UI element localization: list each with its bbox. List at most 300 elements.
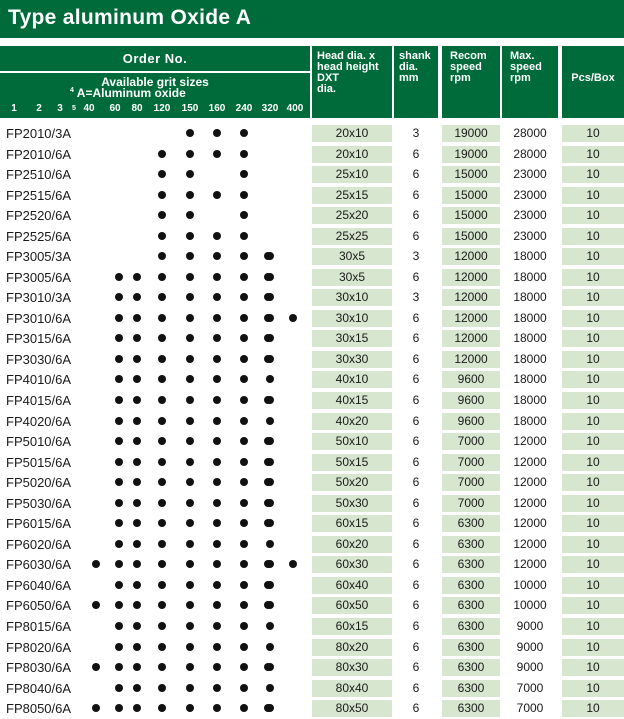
table-row: [0, 575, 624, 596]
grit-availability-dot: [186, 232, 194, 240]
grit-availability-dot: [240, 499, 248, 507]
grit-availability-dot: [115, 684, 123, 692]
grit-availability-dot: [186, 437, 194, 445]
order-code: FP4020/6A: [6, 413, 72, 429]
grit-availability-dot: [158, 458, 166, 466]
grit-availability-dot: [186, 170, 194, 178]
grit-availability-dot: [133, 560, 141, 568]
grit-number-400: 400: [286, 103, 304, 114]
order-code: FP4015/6A: [6, 393, 72, 409]
grit-availability-dot: [213, 437, 221, 445]
table-row: [0, 123, 624, 144]
grit-sizes-header: [0, 73, 310, 100]
grit-availability-dot: [158, 601, 166, 609]
grit-number-80: 80: [131, 103, 143, 114]
recom-speed-cell: 12000: [442, 351, 500, 368]
table-row: [0, 164, 624, 185]
shank-dia-cell: 6: [412, 639, 420, 654]
grit-availability-dot: [240, 663, 248, 671]
grit-availability-dot: [133, 540, 141, 548]
pcs-box-cell: 10: [562, 618, 624, 635]
order-code: FP2520/6A: [6, 208, 72, 224]
max-speed-cell: 7000: [516, 680, 544, 695]
grit-availability-dot: [158, 684, 166, 692]
grit-availability-dot: [240, 396, 248, 404]
shank-dia-cell: 6: [412, 577, 420, 592]
grit-availability-dot: [133, 704, 141, 712]
grit-availability-dot: [213, 560, 221, 568]
pcs-box-cell: 10: [562, 577, 624, 594]
grit-availability-dot: [213, 150, 221, 158]
grit-availability-dot: [264, 355, 272, 363]
max-speed-cell: 18000: [513, 290, 547, 305]
grit-number-1: 1: [11, 103, 17, 114]
grit-availability-dot: [133, 437, 141, 445]
order-code: FP5010/6A: [6, 434, 72, 450]
title-bar: [0, 0, 624, 38]
grit-availability-dot: [213, 396, 221, 404]
grit-availability-dot: [158, 417, 166, 425]
table-row: [0, 185, 624, 206]
grit-availability-dot: [213, 252, 221, 260]
pcs-box-cell: 10: [562, 454, 624, 471]
head-dia-cell: 60x40: [312, 577, 392, 594]
max-speed-cell: 9000: [516, 639, 544, 654]
head-dia-cell: 50x30: [312, 495, 392, 512]
grit-availability-dot: [115, 519, 123, 527]
grit-availability-dot: [92, 663, 100, 671]
recom-speed-cell: 6300: [442, 577, 500, 594]
max-speed-cell: 12000: [513, 495, 547, 510]
head-dia-cell: 60x20: [312, 536, 392, 553]
order-code: FP8020/6A: [6, 639, 72, 655]
recom-speed-cell: 7000: [442, 433, 500, 450]
grit-availability-dot: [158, 314, 166, 322]
grit-availability-dot: [264, 601, 272, 609]
grit-availability-dot: [264, 499, 272, 507]
max-speed-cell: 18000: [513, 269, 547, 284]
grit-availability-dot: [92, 560, 100, 568]
shank-dia-cell: 6: [412, 187, 420, 202]
max-speed-cell: 18000: [513, 310, 547, 325]
table-row: [0, 637, 624, 658]
grit-availability-dot: [213, 293, 221, 301]
grit-availability-dot: [213, 643, 221, 651]
grit-availability-dot: [266, 622, 274, 630]
order-code: FP3010/3A: [6, 290, 72, 306]
header-line: speed: [450, 61, 482, 73]
order-code: FP6015/6A: [6, 516, 72, 532]
table-row: [0, 678, 624, 699]
shank-dia-cell: 6: [412, 557, 420, 572]
head-dia-cell: 30x5: [312, 269, 392, 286]
grit-availability-dot: [213, 417, 221, 425]
header-line: head height: [317, 61, 379, 73]
grit-availability-dot: [133, 643, 141, 651]
grit-availability-dot: [115, 375, 123, 383]
grit-availability-dot: [213, 232, 221, 240]
recom-speed-cell: 19000: [442, 146, 500, 163]
max-speed-cell: 12000: [513, 557, 547, 572]
grit-availability-dot: [133, 519, 141, 527]
pcs-box-cell: 10: [562, 207, 624, 224]
grit-availability-dot: [240, 273, 248, 281]
grit-availability-dot: [133, 622, 141, 630]
head-dia-cell: 20x10: [312, 125, 392, 142]
shank-dia-cell: 6: [412, 660, 420, 675]
grit-availability-dot: [264, 519, 272, 527]
table-row: [0, 349, 624, 370]
grit-availability-dot: [213, 273, 221, 281]
order-code: FP8050/6A: [6, 701, 72, 717]
grit-availability-dot: [158, 622, 166, 630]
grit-availability-dot: [115, 273, 123, 281]
order-code: FP5015/6A: [6, 454, 72, 470]
grit-availability-dot: [240, 417, 248, 425]
grit-availability-dot: [240, 252, 248, 260]
recom-speed-cell: 15000: [442, 187, 500, 204]
grit-availability-dot: [158, 560, 166, 568]
grit-availability-dot: [213, 129, 221, 137]
page-title: Type aluminum Oxide A: [8, 6, 252, 29]
grit-availability-dot: [240, 375, 248, 383]
grit-availability-dot: [115, 581, 123, 589]
table-row: [0, 308, 624, 329]
grit-availability-dot: [213, 684, 221, 692]
grit-availability-dot: [158, 581, 166, 589]
grit-availability-dot: [115, 601, 123, 609]
grit-number-320: 320: [261, 103, 279, 114]
grit-availability-dot: [158, 499, 166, 507]
order-code: FP2010/6A: [6, 146, 72, 162]
table-row: [0, 657, 624, 678]
recom-speed-cell: 7000: [442, 495, 500, 512]
grit-availability-dot: [133, 293, 141, 301]
table-row: [0, 698, 624, 719]
grit-availability-dot: [133, 601, 141, 609]
header-line: mm: [399, 72, 419, 84]
pcs-box-cell: 10: [562, 228, 624, 245]
grit-availability-dot: [264, 293, 272, 301]
grit-availability-dot: [264, 396, 272, 404]
order-code: FP6050/6A: [6, 598, 72, 614]
max-speed-cell: 10000: [513, 598, 547, 613]
max-speed-cell: 18000: [513, 413, 547, 428]
head-dia-cell: 25x10: [312, 166, 392, 183]
grit-availability-dot: [186, 601, 194, 609]
max-speed-cell: 12000: [513, 475, 547, 490]
grit-availability-dot: [158, 375, 166, 383]
grit-availability-dot: [213, 519, 221, 527]
grit-availability-dot: [266, 684, 274, 692]
max-speed-cell: 18000: [513, 249, 547, 264]
grit-availability-dot: [240, 437, 248, 445]
pcs-box-cell: 10: [562, 433, 624, 450]
grit-availability-dot: [133, 396, 141, 404]
head-dia-cell: 80x20: [312, 639, 392, 656]
grit-availability-dot: [158, 191, 166, 199]
order-code: FP5030/6A: [6, 495, 72, 511]
grit-availability-dot: [115, 704, 123, 712]
shank-dia-cell: 6: [412, 536, 420, 551]
pcs-box-cell: 10: [562, 495, 624, 512]
order-code: FP2510/6A: [6, 167, 72, 183]
order-code: FP2525/6A: [6, 228, 72, 244]
grit-availability-dot: [240, 519, 248, 527]
head-dia-cell: 30x5: [312, 248, 392, 265]
grit-availability-dot: [213, 355, 221, 363]
recom-speed-cell: 7000: [442, 454, 500, 471]
header-line: Recom: [450, 50, 487, 62]
head-dia-cell: 30x15: [312, 330, 392, 347]
max-speed-cell: 9000: [516, 660, 544, 675]
max-speed-cell: 23000: [513, 187, 547, 202]
order-code: FP6020/6A: [6, 536, 72, 552]
grit-availability-dot: [158, 150, 166, 158]
grit-availability-dot: [264, 252, 272, 260]
grit-availability-dot: [115, 417, 123, 425]
grit-availability-dot: [133, 334, 141, 342]
header-line: dia.: [399, 61, 418, 73]
grit-availability-dot: [186, 519, 194, 527]
grit-availability-dot: [264, 663, 272, 671]
grit-number-40: 40: [83, 103, 95, 114]
title-divider: [0, 38, 624, 46]
shank-dia-cell: 6: [412, 598, 420, 613]
recom-speed-cell: 12000: [442, 310, 500, 327]
grit-availability-dot: [213, 499, 221, 507]
max-speed-cell: 12000: [513, 516, 547, 531]
grit-availability-dot: [115, 560, 123, 568]
grit-availability-dot: [186, 704, 194, 712]
grit-number-60: 60: [109, 103, 121, 114]
head-dia-cell: 20x10: [312, 146, 392, 163]
header-line: dia.: [317, 83, 336, 95]
grit-availability-dot: [186, 560, 194, 568]
grit-availability-dot: [213, 622, 221, 630]
grit-availability-dot: [115, 293, 123, 301]
grit-availability-dot: [133, 314, 141, 322]
head-dia-cell: 25x15: [312, 187, 392, 204]
grit-availability-dot: [240, 643, 248, 651]
head-dia-cell: 60x15: [312, 515, 392, 532]
max-speed-header: [502, 46, 558, 118]
grit-availability-dot: [115, 478, 123, 486]
shank-dia-cell: 6: [412, 680, 420, 695]
shank-dia-cell: 6: [412, 454, 420, 469]
grit-availability-dot: [158, 334, 166, 342]
order-code: FP2515/6A: [6, 187, 72, 203]
shank-dia-cell: 6: [412, 475, 420, 490]
grit-availability-dot: [240, 478, 248, 486]
head-dia-cell: 60x50: [312, 597, 392, 614]
recom-speed-cell: 9600: [442, 392, 500, 409]
head-dia-cell: 50x15: [312, 454, 392, 471]
grit-availability-dot: [240, 170, 248, 178]
grit-availability-dot: [266, 375, 274, 383]
grit-availability-dot: [186, 417, 194, 425]
grit-availability-dot: [240, 622, 248, 630]
grit-availability-dot: [115, 622, 123, 630]
pcs-box-cell: 10: [562, 515, 624, 532]
recom-speed-cell: 15000: [442, 207, 500, 224]
grit-availability-dot: [115, 643, 123, 651]
order-code: FP6040/6A: [6, 577, 72, 593]
recom-speed-cell: 6300: [442, 639, 500, 656]
grit-availability-dot: [240, 540, 248, 548]
recom-speed-cell: 9600: [442, 413, 500, 430]
grit-availability-dot: [158, 293, 166, 301]
grit-availability-dot: [133, 499, 141, 507]
grit-availability-dot: [266, 417, 274, 425]
header-line: shank: [399, 50, 431, 62]
shank-dia-cell: 6: [412, 167, 420, 182]
header-line: rpm: [510, 72, 531, 84]
grit-availability-dot: [213, 663, 221, 671]
grit-availability-dot: [186, 375, 194, 383]
grit-availability-dot: [264, 314, 272, 322]
recom-speed-cell: 12000: [442, 330, 500, 347]
table-row: [0, 616, 624, 637]
grit-availability-dot: [213, 458, 221, 466]
recom-speed-header: [442, 46, 500, 118]
grit-availability-dot: [264, 273, 272, 281]
order-code: FP5020/6A: [6, 475, 72, 491]
grit-availability-dot: [92, 704, 100, 712]
header-line: DXT: [317, 72, 339, 84]
head-dia-cell: 30x10: [312, 310, 392, 327]
table-row: [0, 554, 624, 575]
recom-speed-cell: 6300: [442, 515, 500, 532]
pcs-box-header: Pcs/Box: [562, 46, 624, 118]
grit-availability-dot: [186, 252, 194, 260]
grit-availability-dot: [133, 273, 141, 281]
pcs-box-cell: 10: [562, 371, 624, 388]
pcs-box-cell: 10: [562, 310, 624, 327]
grit-header-prefix: 4: [70, 87, 74, 94]
table-row: [0, 369, 624, 390]
shank-dia-cell: 3: [412, 249, 420, 264]
grit-availability-dot: [158, 211, 166, 219]
pcs-box-cell: 10: [562, 166, 624, 183]
shank-dia-cell: 6: [412, 228, 420, 243]
grit-availability-dot: [158, 252, 166, 260]
grit-availability-dot: [213, 375, 221, 383]
shank-dia-cell: 6: [412, 351, 420, 366]
grit-availability-dot: [158, 396, 166, 404]
recom-speed-cell: 6300: [442, 618, 500, 635]
grit-availability-dot: [186, 540, 194, 548]
pcs-box-cell: 10: [562, 536, 624, 553]
shank-dia-cell: 6: [412, 331, 420, 346]
grit-availability-dot: [133, 684, 141, 692]
grit-availability-dot: [158, 663, 166, 671]
grit-number-150: 150: [181, 103, 199, 114]
grit-availability-dot: [264, 478, 272, 486]
recom-speed-cell: 6300: [442, 536, 500, 553]
shank-dia-cell: 3: [412, 126, 420, 140]
head-dia-cell: 30x30: [312, 351, 392, 368]
grit-availability-dot: [264, 334, 272, 342]
grit-availability-dot: [186, 478, 194, 486]
shank-dia-cell: 6: [412, 516, 420, 531]
grit-availability-dot: [158, 540, 166, 548]
grit-availability-dot: [213, 191, 221, 199]
shank-dia-cell: 6: [412, 269, 420, 284]
shank-dia-cell: 6: [412, 434, 420, 449]
pcs-box-cell: 10: [562, 269, 624, 286]
grit-availability-dot: [289, 560, 297, 568]
grit-number-120: 120: [153, 103, 171, 114]
grit-number-5: 5: [72, 105, 76, 112]
grit-availability-dot: [186, 211, 194, 219]
grit-availability-dot: [133, 478, 141, 486]
grit-header-line2: [70, 86, 186, 100]
recom-speed-cell: 12000: [442, 289, 500, 306]
pcs-box-cell: 10: [562, 639, 624, 656]
order-code: FP8030/6A: [6, 660, 72, 676]
grit-availability-dot: [186, 643, 194, 651]
recom-speed-cell: 15000: [442, 228, 500, 245]
header-line: rpm: [450, 72, 471, 84]
grit-availability-dot: [240, 458, 248, 466]
head-dia-cell: 60x30: [312, 556, 392, 573]
order-code: FP3030/6A: [6, 351, 72, 367]
pcs-box-cell: 10: [562, 392, 624, 409]
head-dia-cell: 30x10: [312, 289, 392, 306]
grit-availability-dot: [158, 437, 166, 445]
grit-availability-dot: [133, 663, 141, 671]
order-code: FP6030/6A: [6, 557, 72, 573]
max-speed-cell: 28000: [513, 126, 547, 140]
grit-availability-dot: [115, 314, 123, 322]
grit-availability-dot: [186, 581, 194, 589]
max-speed-cell: 18000: [513, 372, 547, 387]
max-speed-cell: 18000: [513, 393, 547, 408]
grit-availability-dot: [115, 458, 123, 466]
table-row: [0, 472, 624, 493]
header-line: Max.: [510, 50, 535, 62]
pcs-box-cell: 10: [562, 700, 624, 717]
grit-availability-dot: [213, 478, 221, 486]
grit-availability-dot: [92, 601, 100, 609]
recom-speed-cell: 12000: [442, 248, 500, 265]
order-code: FP2010/3A: [6, 126, 72, 141]
grit-availability-dot: [186, 396, 194, 404]
pcs-box-cell: 10: [562, 187, 624, 204]
head-dia-cell: 40x15: [312, 392, 392, 409]
pcs-box-cell: 10: [562, 351, 624, 368]
table-row: [0, 595, 624, 616]
head-dia-cell: 60x15: [312, 618, 392, 635]
pcs-box-cell: 10: [562, 125, 624, 142]
shank-dia-cell: 6: [412, 146, 420, 161]
table-row: [0, 493, 624, 514]
grit-availability-dot: [289, 314, 297, 322]
recom-speed-cell: 6300: [442, 597, 500, 614]
shank-dia-cell: 6: [412, 495, 420, 510]
table-row: [0, 226, 624, 247]
pcs-box-cell: 10: [562, 474, 624, 491]
grit-availability-dot: [240, 601, 248, 609]
grit-availability-dot: [240, 150, 248, 158]
max-speed-cell: 23000: [513, 208, 547, 223]
pcs-box-cell: 10: [562, 413, 624, 430]
grit-number-240: 240: [235, 103, 253, 114]
head-dia-cell: 40x20: [312, 413, 392, 430]
head-dia-cell: 40x10: [312, 371, 392, 388]
grit-availability-dot: [264, 704, 272, 712]
